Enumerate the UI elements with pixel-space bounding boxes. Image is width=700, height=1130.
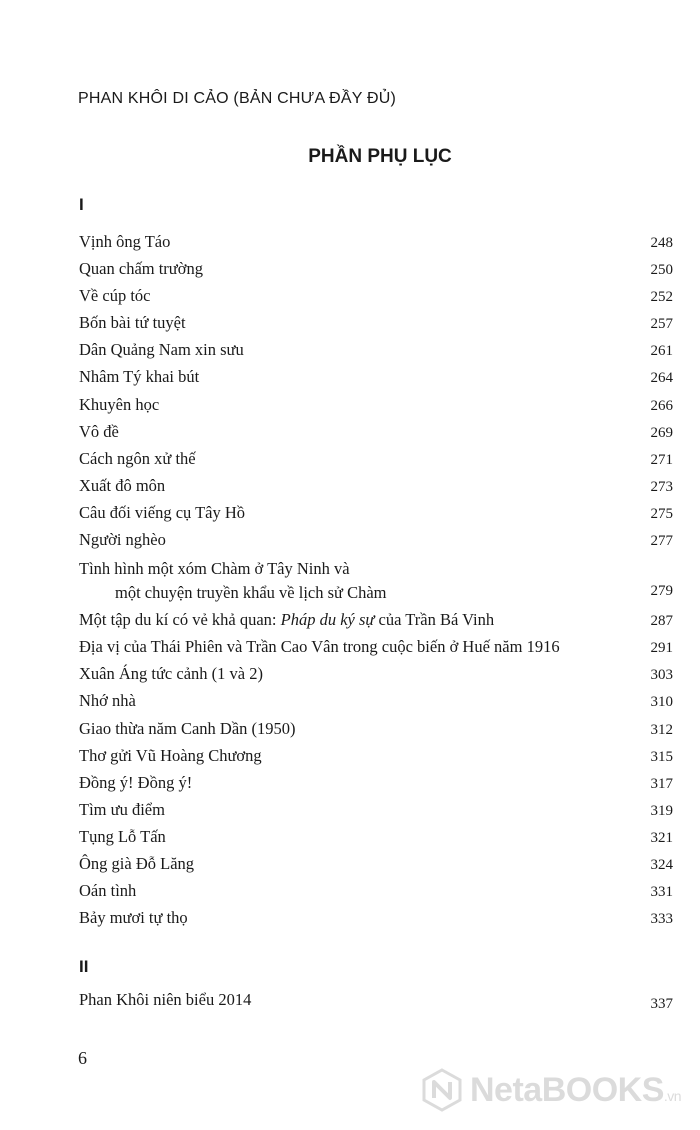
toc-entry — [79, 364, 673, 391]
part-two-label: II — [79, 957, 89, 976]
toc-entry — [79, 283, 673, 310]
toc-entry-title: Nhớ nhà — [79, 691, 136, 711]
part-one-label: I — [79, 195, 84, 214]
toc-entry-title — [79, 610, 494, 630]
toc-entry-title: Nhâm Tý khai bút — [79, 367, 200, 387]
toc-entry — [79, 797, 673, 824]
watermark — [420, 1064, 692, 1116]
toc-entry-page: 315 — [650, 748, 673, 765]
toc-entry-page: 310 — [650, 694, 673, 711]
toc-entry-title-line1: Tình hình một xóm Chàm ở Tây Ninh và — [79, 559, 350, 579]
toc-entry-page: 252 — [650, 289, 673, 306]
toc-entry-page: 277 — [650, 533, 673, 550]
toc-entry — [79, 878, 673, 905]
toc-entry-title: Bốn bài tứ tuyệt — [79, 313, 186, 333]
toc-list-part-one — [79, 229, 673, 932]
toc-entry-title: Đồng ý! Đồng ý! — [79, 772, 193, 792]
toc-entry-title: Xuân Áng tức cảnh (1 và 2) — [79, 664, 263, 684]
toc-entry — [79, 824, 673, 851]
toc-entry-title: Xuất đô môn — [79, 475, 166, 495]
toc-entry-page: 275 — [650, 505, 673, 522]
netabooks-logo-icon — [420, 1068, 464, 1112]
toc-entry — [79, 770, 673, 797]
watermark-text — [470, 1071, 681, 1110]
toc-entry-page: 287 — [650, 613, 673, 630]
running-head: PHAN KHÔI DI CẢO (BẢN CHƯA ĐẦY ĐỦ) — [78, 90, 396, 107]
toc-entry-page: 273 — [650, 478, 673, 495]
toc-entry-page: 266 — [650, 397, 673, 414]
toc-entry — [79, 716, 673, 743]
toc-entry-title: Ông già Đỗ Lăng — [79, 853, 195, 873]
toc-entry-page: 291 — [650, 640, 673, 657]
toc-entry-title: Giao thừa năm Canh Dần (1950) — [79, 718, 296, 738]
toc-entry — [79, 743, 673, 770]
toc-entry — [79, 392, 673, 419]
toc-entry — [79, 419, 673, 446]
toc-entry-title: Oán tình — [79, 881, 137, 901]
toc-entry-page: 312 — [650, 721, 673, 738]
toc-entry — [79, 500, 673, 527]
toc-entry — [79, 310, 673, 337]
toc-entry — [79, 851, 673, 878]
toc-entry-title: Tìm ưu điểm — [79, 799, 165, 819]
toc-entry-page: 303 — [650, 667, 673, 684]
toc-entry — [79, 688, 673, 715]
toc-entry-page: 319 — [650, 802, 673, 819]
toc-entry-title: Địa vị của Thái Phiên và Trần Cao Vân trong cuộc biến ở Huế năm 1916 — [79, 637, 560, 657]
toc-entry-title: Quan chấm trường — [79, 259, 203, 279]
toc-entry — [79, 229, 673, 256]
toc-entry-page: 331 — [650, 884, 673, 901]
toc-entry-title: Về cúp tóc — [79, 286, 151, 306]
toc-entry-page: 321 — [650, 829, 673, 846]
toc-entry-title: Vô đề — [79, 421, 119, 441]
watermark-suffix: .vn — [663, 1087, 682, 1104]
section-title: PHẦN PHỤ LỤC — [308, 146, 452, 167]
toc-entry-page: 269 — [650, 424, 673, 441]
toc-entry-title-tail: của Trần Bá Vinh — [374, 610, 495, 630]
toc-entry — [79, 446, 673, 473]
toc-entry-title: Vịnh ông Táo — [79, 232, 171, 251]
toc-entry-page: 324 — [650, 856, 673, 873]
toc-entry — [79, 337, 673, 364]
toc-entry — [79, 661, 673, 688]
toc-entry — [79, 473, 673, 500]
toc-entry-title: Khuyên học — [79, 394, 160, 414]
toc-entry-title-line2: một chuyện truyền khẩu về lịch sử Chàm — [115, 583, 387, 603]
toc-entry-title: Dân Quảng Nam xin sưu — [79, 340, 244, 360]
toc-entry-page: 317 — [650, 775, 673, 792]
toc-entry-title: Bảy mươi tự thọ — [79, 908, 188, 928]
watermark-brand: NetaBOOKS — [470, 1070, 664, 1109]
toc-entry-title: Phan Khôi niên biểu 2014 — [79, 990, 252, 1009]
toc-entry — [79, 527, 673, 554]
page-number: 6 — [78, 1048, 87, 1068]
toc-entry-title: Người nghèo — [79, 530, 166, 550]
toc-entry-page: 271 — [650, 451, 673, 468]
toc-entry-title: Cách ngôn xử thế — [79, 448, 196, 468]
toc-entry-title — [79, 557, 387, 605]
toc-entry-page: 264 — [650, 370, 673, 387]
toc-entry-page: 250 — [650, 262, 673, 279]
toc-entry-title: Câu đối viếng cụ Tây Hồ — [79, 502, 246, 522]
toc-entry-page: 248 — [650, 235, 673, 251]
toc-entry-page: 337 — [650, 996, 673, 1012]
toc-entry-title-lead: Một tập du kí có vẻ khả quan: — [79, 610, 281, 630]
toc-entry — [79, 554, 673, 607]
toc-entry-page: 257 — [650, 316, 673, 333]
toc-entry-page: 279 — [650, 583, 673, 600]
toc-entry-page: 261 — [650, 343, 673, 360]
toc-entry-page: 333 — [650, 911, 673, 928]
toc-entry — [79, 256, 673, 283]
toc-entry — [79, 634, 673, 661]
toc-entry-title-italic: Pháp du ký sự — [280, 610, 375, 630]
toc-entry — [79, 905, 673, 932]
toc-entry — [79, 990, 673, 1010]
toc-entry-title: Tụng Lỗ Tấn — [79, 826, 166, 846]
toc-entry — [79, 607, 673, 634]
toc-entry-title: Thơ gửi Vũ Hoàng Chương — [79, 745, 262, 765]
